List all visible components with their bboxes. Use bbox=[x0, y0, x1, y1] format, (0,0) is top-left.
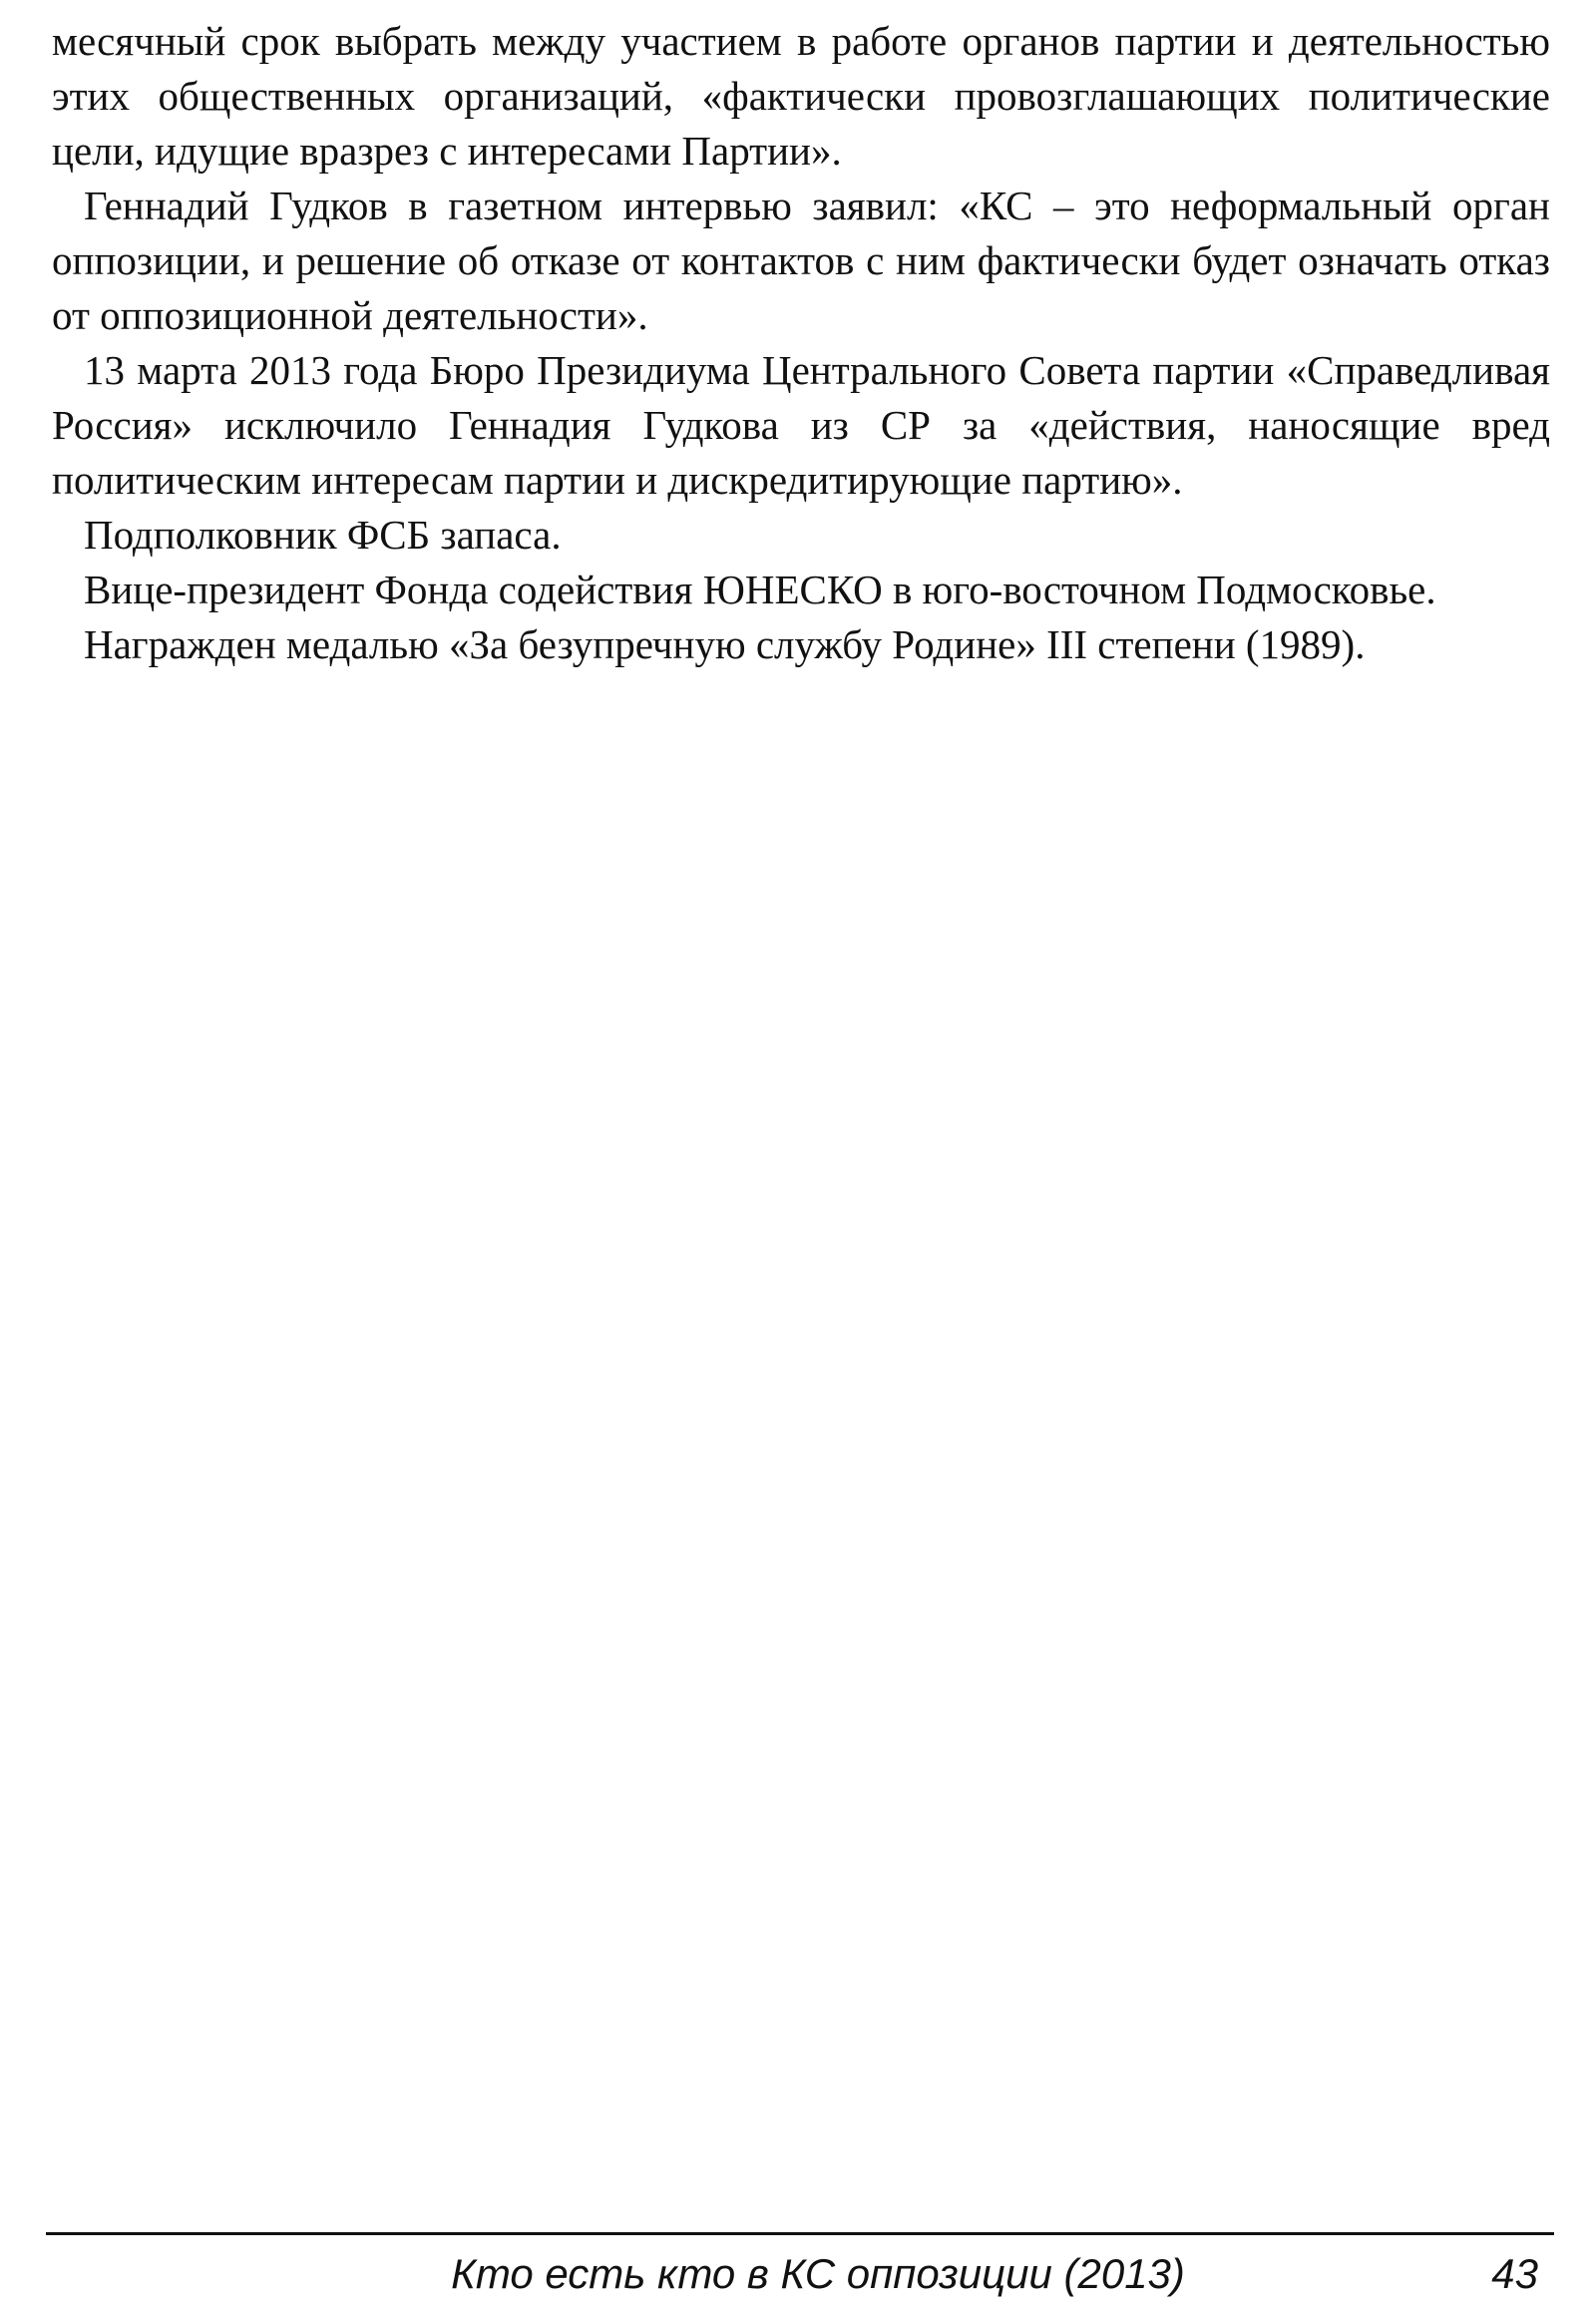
body-text bbox=[52, 14, 1550, 672]
page-number: 43 bbox=[1491, 2250, 1538, 2297]
footer-book-title: Кто есть кто в КС оппозиции (2013) bbox=[451, 2250, 1185, 2297]
footer-divider bbox=[46, 2232, 1554, 2235]
paragraph-gudkov-interview: Геннадий Гудков в газетном интервью заявил: «КС – это неформальный орган оппозиции, и решение об отказе от контактов с ним фактически будет означать отказ от оппозиционной деятельности». bbox=[52, 183, 1550, 338]
paragraph-fsb-rank: Подполковник ФСБ запаса. bbox=[84, 512, 562, 558]
paragraph-award: Награжден медалью «За безупречную службу Родине» III степени (1989). bbox=[84, 621, 1366, 667]
paragraph-expulsion: 13 марта 2013 года Бюро Президиума Центрального Совета партии «Справедливая Россия» исключило Геннадия Гудкова из СР за «действия, наносящие вред политическим интересам партии и дискредитирующие партию». bbox=[52, 347, 1550, 503]
paragraph-continuation: месячный срок выбрать между участием в работе органов партии и деятельностью этих общественных организаций, «фактически провозглашающих политические цели, идущие вразрез с интересами Партии». bbox=[52, 18, 1550, 174]
paragraph-unesco: Вице-президент Фонда содействия ЮНЕСКО в юго-восточном Подмосковье. bbox=[84, 567, 1436, 612]
